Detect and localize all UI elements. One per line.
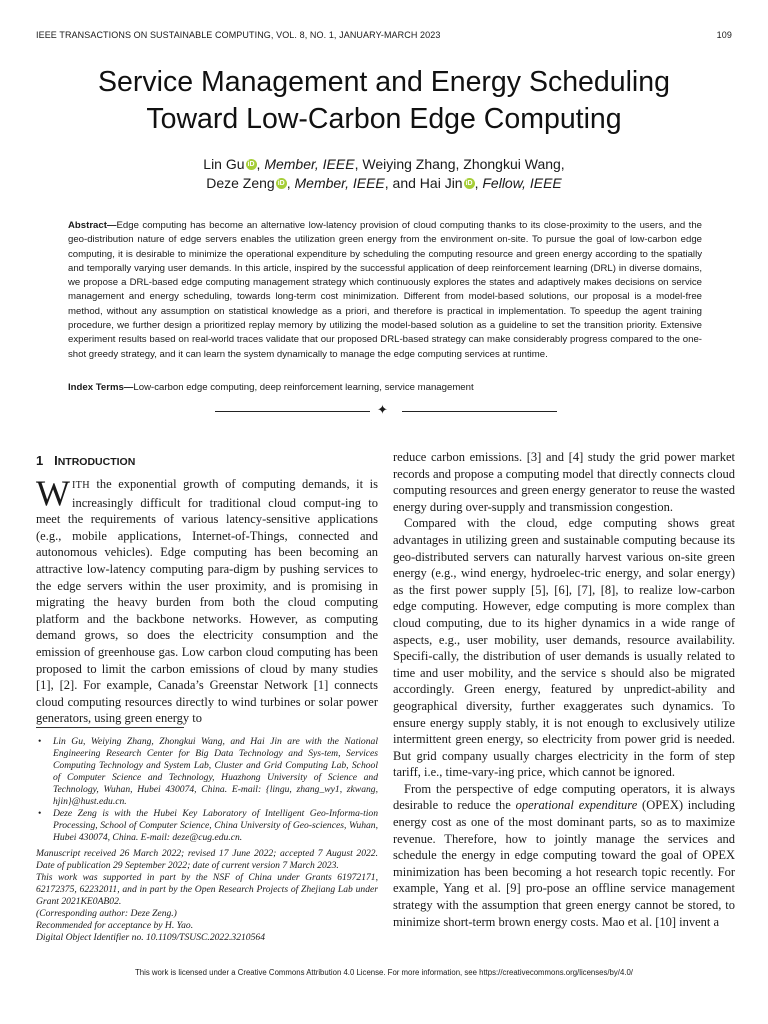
right-column <box>393 449 735 930</box>
doi[interactable]: Digital Object Identifier no. 10.1109/TSUSC.2022.3210564 <box>36 931 265 943</box>
section-heading <box>36 453 135 468</box>
bullet-icon: • <box>38 736 42 747</box>
section-title-initial: I <box>54 453 58 468</box>
bullet-icon: • <box>38 808 42 820</box>
index-terms-text: Low-carbon edge computing, deep reinforcement learning, service management <box>133 382 474 393</box>
orcid-icon[interactable]: iD <box>465 180 473 187</box>
corresponding-author: (Corresponding author: Deze Zeng.) <box>36 907 177 919</box>
intro-paragraph-1: WITH the exponential growth of computing demands, it is increasingly difficult for traditional cloud comput-ing to meet the requirements of various latency-sensitive applications (e.g., mobile applications, Internet-of-Things, connected and autonomous vehicles). Edge computing has been becoming an attractive low-latency computing para-digm by pushing services to the edge servers within the user proximity, and is promising in migrating the heavy burden from both the cloud computing platform and the backbone networks. However, as computing demand grows, so does the electricity consumption and the emission of greenhouse gas. Low carbon cloud computing has been proposed to limit the carbon emissions of cloud by many studies [1], [2]. For example, Canada’s Greenstar Network [1] connects cloud computing resources directly to wind turbines or solar power generators, using green energy to <box>36 473 378 726</box>
footnotes <box>36 736 378 943</box>
intro-paragraph-3: Compared with the cloud, edge computing shows great advantages in utilizing green and sustainable computing because its geo-distributed servers can naturally harvest various on-site green energy (e.g., wind energy, hydroelec-tric energy, and solar energy) as the first power supply [5], [6], [7], [8], to realize low-carbon edge computing. However, edge computing is more complex than cloud computing, due to its higher dynamics in a wide range of aspects, e.g., user mobility, user demands, resource availability. Specifi-cally, the distribution of user demands is usually related to time and user mobility, and the service s should also be migrated accordingly. Green energy, featured by unpredict-ability and geographical diversity, further exaggerates such dynamics. To ensure energy supply stably, it is not enough to exclusively utilize intermittent green energy, so electricity from power grid is needed. But grid company usually charges electricity in the form of step tariff, i.e., time-vary-ing price, which cannot be ignored. <box>393 516 735 780</box>
footnote-rule <box>36 727 184 728</box>
journal-name: IEEE TRANSACTIONS ON SUSTAINABLE COMPUTING, VOL. 8, NO. 1, JANUARY-MARCH 2023 <box>36 30 441 40</box>
author-role: Member, IEEE <box>294 175 385 191</box>
abstract <box>68 219 702 362</box>
recommended-by: Recommended for acceptance by H. Yao. <box>36 919 194 931</box>
lead-caps: ITH <box>71 480 90 491</box>
manuscript-dates: Manuscript received 26 March 2022; revised 17 June 2022; accepted 7 August 2022. Date of publication 29 September 2022; date of current version 7 March 2023. <box>36 848 378 872</box>
orcid-icon[interactable]: iD <box>247 161 255 168</box>
author-role: Fellow, IEEE <box>482 175 562 191</box>
author-role: Member, IEEE <box>264 156 355 172</box>
title-line-2: Toward Low-Carbon Edge Computing <box>146 103 622 135</box>
author-name: Hai Jin <box>419 175 463 191</box>
footnote-affiliation-1: • Lin Gu, Weiying Zhang, Zhongkui Wang, and Hai Jin are with the National Engineering Research Center for Big Data Technology and Sys-tem, Services Computing Technology and System Lab, Cluster and Grid Computing Lab, School of Computer Science and Technology, Huazhong University of Science and Technology, Wuhan, Hubei 430074, China. E-mail: {lingu, zhang_wy1, zkwang, hjin}@hust.edu.cn. <box>38 736 378 807</box>
index-terms-label: Index Terms— <box>68 382 134 393</box>
drop-cap: W <box>36 473 70 513</box>
running-header <box>36 30 732 44</box>
divider-line-left <box>215 411 370 412</box>
abstract-text: Edge computing has become an alternative low-latency provision of cloud computing thanks to its close-proximity to the users, and the geo-distribution nature of edge servers enables the utilization green energy from the environment on-site. To pursue the goal of low-carbon edge computing, it is desirable to minimize the operational expenditure by scheduling the computing resource and green energy according to the spatially and temporally varying user demands. In this article, inspired by the successful application of deep reinforcement learning (DRL) in diverse domains, we propose a DRL-based edge computing management strategy which continuously explores the states and adaptively makes decisions on service management and energy scheduling, towards long-term cost minimization. Different from model-based solutions, our proposal is a model-free method, without any assumption on statistical knowledge as a priori, and therefore is practical in implementation. To speedup the agent training procedure, we further design a prioritized replay memory by utilizing the model-based solution as a guideline to set the transition priority. Extensive experiment results based on real-world traces validate that our proposed DRL-based strategy can make considerably progress compared to the one-shot greedy strategy, and it can learn the system dynamically to manage the edge computing services at runtime. <box>68 220 702 360</box>
license-notice[interactable]: This work is licensed under a Creative Commons Attribution 4.0 License. For more information, see https://creativecommons.org/licenses/by/4.0/ <box>135 968 633 977</box>
author-line-2: Deze Zeng iD , Member, IEEE, and Hai Jin iD , Fellow, IEEE <box>206 175 562 191</box>
divider-line-right <box>402 411 557 412</box>
intro-paragraph-2: reduce carbon emissions. [3] and [4] study the grid power market records and propose a computing model that directly connects cloud computing resources and green energy generator to reuse the wasted energy during over-supply and transmission congestion. <box>393 450 735 514</box>
footnote-affiliation-2: • Deze Zeng is with the Hubei Key Laboratory of Intelligent Geo-Informa-tion Processing, School of Computer Science, China University of Geo-sciences, Wuhan, Hubei 430074, China. E-mail: deze@cug.edu.cn. <box>38 808 378 844</box>
emphasis-opex: operational expenditure <box>515 798 638 813</box>
divider-star-icon: ✦ <box>377 403 388 418</box>
section-title-rest: NTRODUCTION <box>57 456 136 468</box>
left-column <box>36 473 378 727</box>
paper-title <box>40 64 728 138</box>
section-divider <box>215 404 557 418</box>
author-name: Weiying Zhang, Zhongkui Wang, <box>362 156 565 172</box>
section-number: 1 <box>36 453 44 468</box>
author-line-1: Lin Gu iD , Member, IEEE, Weiying Zhang, Zhongkui Wang, <box>203 156 565 172</box>
intro-paragraph-4: From the perspective of edge computing operators, it is always desirable to reduce the operational expenditure (OPEX) including energy cost as one of the most dominant parts, so as to maximize revenue. Therefore, how to jointly manage the services and schedule the energy in edge computing toward the goal of OPEX minimization has been becoming a hot research topic recently. For example, Yang et al. [9] pro-pose an offline service management strategy with the assumption that green energy cannot be stored, to minimize short-term brown energy costs. Mao et al. [10] invent a <box>393 781 736 929</box>
orcid-icon[interactable]: iD <box>277 180 285 187</box>
funding-note: This work was supported in part by the NSF of China under Grants 61972171, 62172375, 62232011, and in part by the Open Research Projects of Zhejiang Lab under Grant 2021KE0AB02. <box>36 871 378 907</box>
index-terms <box>68 381 702 395</box>
abstract-label: Abstract— <box>68 220 117 231</box>
author-list <box>60 155 708 193</box>
title-line-1: Service Management and Energy Scheduling <box>98 66 670 98</box>
page-number: 109 <box>716 30 732 40</box>
author-name: Deze Zeng <box>206 175 275 191</box>
author-name: Lin Gu <box>203 156 245 172</box>
